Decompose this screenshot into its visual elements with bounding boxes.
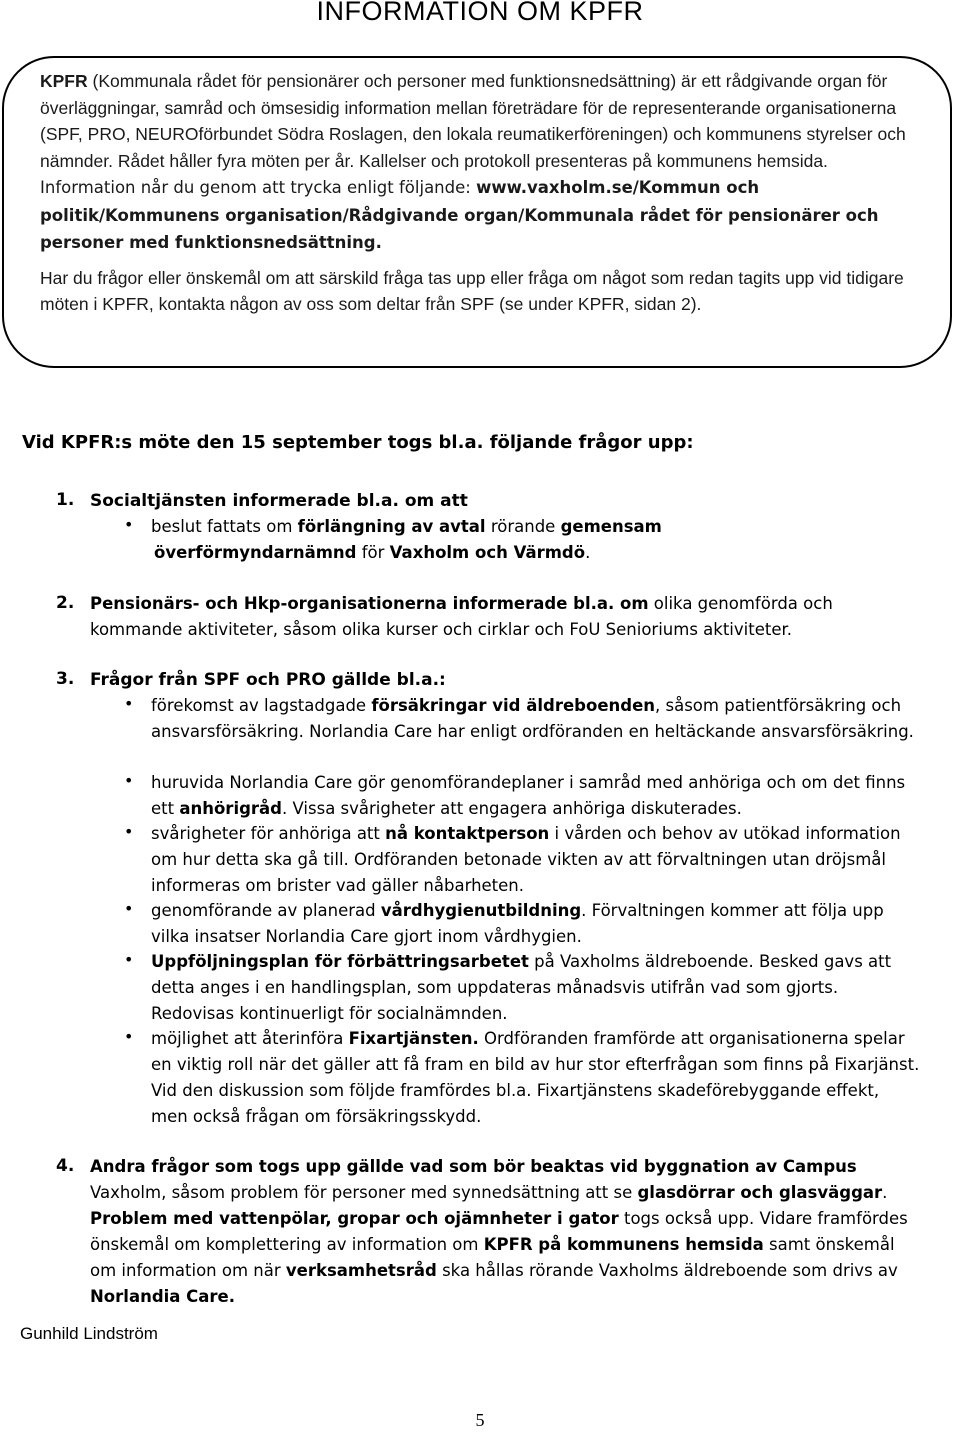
page-title: INFORMATION OM KPFR [316, 0, 644, 26]
item-1-number: 1. [56, 490, 75, 510]
info-box-text [40, 68, 940, 318]
item-3-number: 3. [56, 669, 75, 689]
information-instruction: Information når du genom att trycka enligt följande: [40, 178, 477, 197]
bullet-icon: • [124, 899, 134, 918]
item-3-bullet-2: huruvida Norlandia Care gör genomförandeplaner i samråd med anhöriga och om det finns ett anhörigråd. Vissa svårigheter att engagera anhöriga diskuterades. [151, 773, 906, 818]
meetings-info: Rådet håller fyra möten per år. Kallelser och protokoll presenteras på kommunens hemsida. [112, 150, 828, 171]
meeting-heading: Vid KPFR:s möte den 15 september togs bl.a. följande frågor upp: [22, 432, 694, 453]
item-3-bullet-5: Uppföljningsplan för förbättringsarbetet på Vaxholms äldreboende. Besked gavs att detta anges i en handlingsplan, som uppdateras månadsvis utifrån vad som gjorts. Redovisas kontinuerligt för socialnämnden. [151, 952, 892, 1023]
info-paragraph-1 [40, 68, 940, 257]
item-2-number: 2. [56, 593, 75, 613]
item-3-bullet-1: förekomst av lagstadgade försäkringar vid äldreboenden, såsom patientförsäkring och ansvarsförsäkring. Norlandia Care har enligt ordföranden en heltäckande ansvarsförsäkring. [151, 696, 914, 741]
signature: Gunhild Lindström [20, 1324, 158, 1343]
website-path: www.vaxholm.se/Kommun och politik/Kommunens organisation/Rådgivande organ/Kommunala rådet för pensionärer och personer med funktionsnedsättning. [40, 178, 879, 252]
item-1-title: Socialtjänsten informerade bl.a. om att [90, 491, 468, 511]
bullet-icon: • [124, 822, 134, 841]
page-number: 5 [475, 1410, 485, 1430]
bullet-icon: • [124, 1027, 134, 1046]
item-4-paragraph: Andra frågor som togs upp gällde vad som bör beaktas vid byggnation av Campus Vaxholm, såsom problem för personer med synnedsättning att se glasdörrar och glasväggar. Problem med vattenpölar, gropar och ojämnheter i gator togs också upp. Vidare framfördes önskemål om komplettering av information om KPFR på kommunens hemsida samt önskemål om information om när verksamhetsråd ska hållas rörande Vaxholms äldreboende som drivs av Norlandia Care. [90, 1157, 908, 1306]
item-3-bullet-4: genomförande av planerad vårdhygienutbildning. Förvaltningen kommer att följa upp vilka insatser Norlandia Care gjort inom vårdhygien. [151, 901, 884, 946]
bullet-icon: • [124, 515, 134, 534]
item-3-bullet-3: svårigheter för anhöriga att nå kontaktperson i vården och behov av utökad information om hur detta ska gå till. Ordföranden betonade vikten av att förvaltningen utan dröjsmål informeras om brister vad gäller nåbarheten. [151, 824, 901, 895]
item-2-paragraph: Pensionärs- och Hkp-organisationerna informerade bl.a. om olika genomförda och kommande aktiviteter, såsom olika kurser och cirklar och FoU Senioriums aktiviteter. [90, 594, 833, 639]
info-paragraph-2: Har du frågor eller önskemål om att särskild fråga tas upp eller fråga om något som redan tagits upp vid tidigare möten i KPFR, kontakta någon av oss som deltar från SPF (se under KPFR, sidan 2). [40, 267, 904, 314]
item-3-bullet-6: möjlighet att återinföra Fixartjänsten. Ordföranden framförde att organisationerna spelar en viktig roll när det gäller att få fram en bild av hur stor efterfrågan som finns på Fixarjänst. Vid den diskussion som följde framfördes bl.a. Fixartjänstens skadeförebyggande effekt, men också frågan om försäkringsskydd. [151, 1029, 920, 1126]
bullet-icon: • [124, 950, 134, 969]
kpfr-description: (Kommunala rådet för pensionärer och personer med funktionsnedsättning) är ett rådgivande organ för överläggningar, samråd och ömsesidig information mellan företrädare för de representerande organisationerna (SPF, PRO, NEUROförbundet Södra Roslagen, den lokala reumatikerföreningen) och kommunens styrelser och nämnder. [40, 71, 906, 171]
item-3-title: Frågor från SPF och PRO gällde bl.a.: [90, 670, 446, 690]
item-1-bullet-1: beslut fattats om förlängning av avtal rörande gemensam överförmyndarnämnd för Vaxholm och Värmdö. [151, 517, 662, 562]
bullet-icon: • [124, 694, 134, 713]
item-4-number: 4. [56, 1156, 75, 1176]
kpfr-label: KPFR [40, 71, 88, 91]
bullet-icon: • [124, 771, 134, 790]
